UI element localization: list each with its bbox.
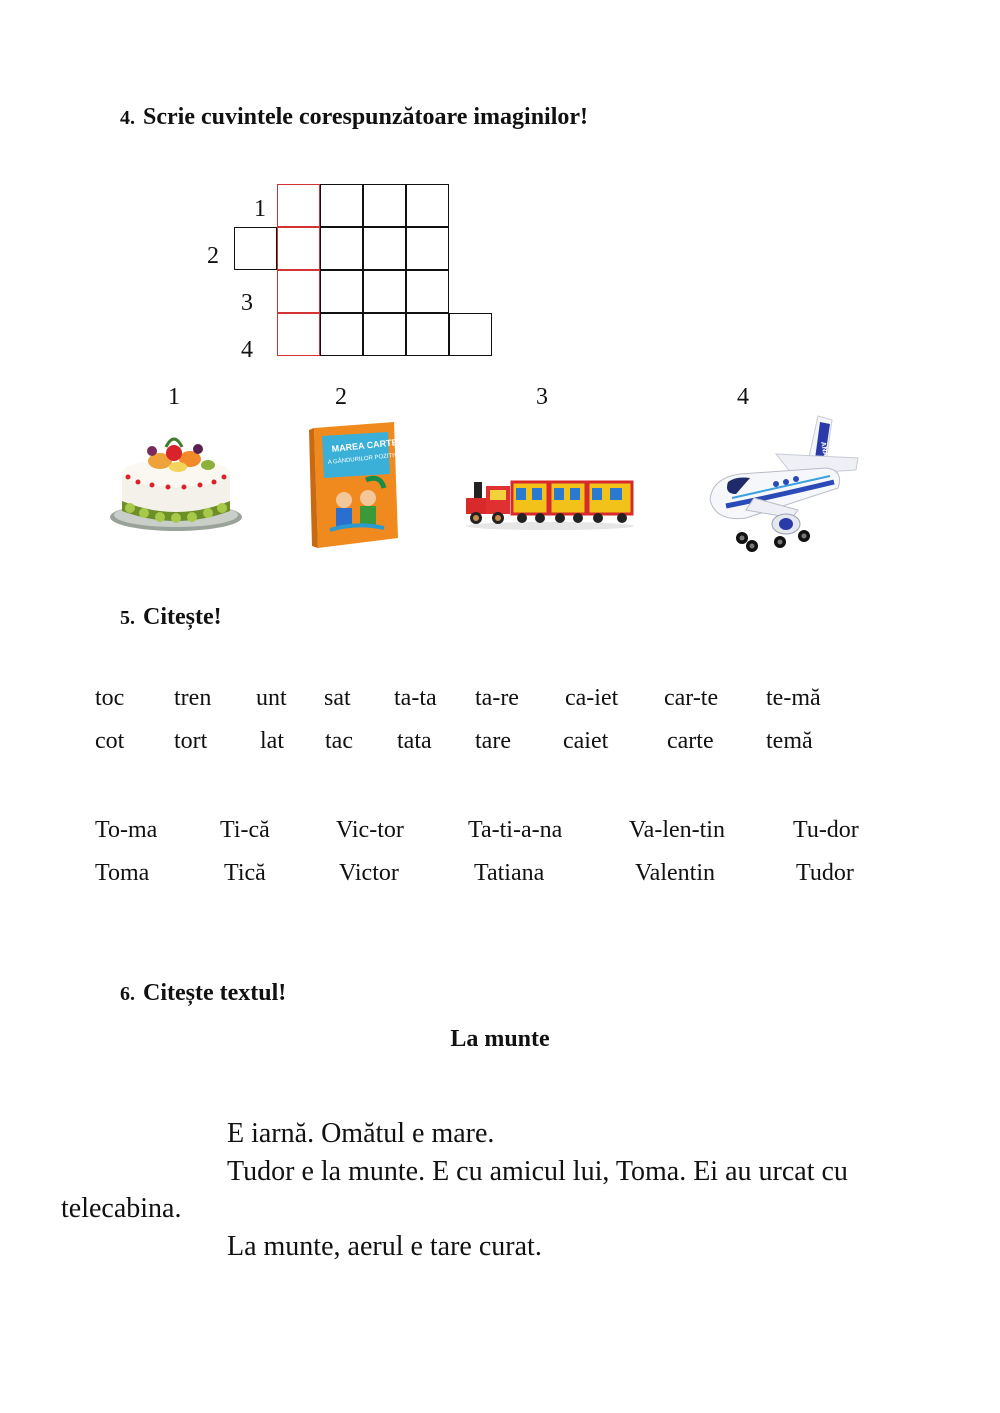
word-item: lat <box>260 728 284 754</box>
crossword-cell[interactable] <box>406 227 449 270</box>
word-item: cot <box>95 728 125 754</box>
exercise-5-heading <box>120 604 222 631</box>
word-item: Victor <box>339 860 399 886</box>
airplane-image <box>706 414 862 554</box>
text-line: telecabina. <box>61 1193 182 1224</box>
crossword-cell[interactable] <box>363 313 406 356</box>
picture-label-3: 3 <box>536 384 548 410</box>
word-item: Tică <box>224 860 266 886</box>
text-line: Tudor e la munte. E cu amicul lui, Toma. Ei au urcat cu <box>227 1156 848 1187</box>
text-line: E iarnă. Omătul e mare. <box>227 1118 495 1149</box>
row-label-3: 3 <box>241 290 253 316</box>
word-item: Valentin <box>635 860 715 886</box>
word-item: ca-iet <box>565 685 619 711</box>
row-label-4: 4 <box>241 337 253 363</box>
crossword-cell[interactable] <box>363 227 406 270</box>
crossword-cell[interactable] <box>277 184 320 227</box>
word-item: Tatiana <box>474 860 545 886</box>
word-item: tac <box>325 728 353 754</box>
exercise-number: 6. <box>120 983 135 1005</box>
book-title-line-2: A GÂNDURILOR POZITIVE <box>327 452 403 466</box>
word-item: tare <box>475 728 511 754</box>
exercise-instruction: Citește! <box>143 604 222 630</box>
exercise-6-heading <box>120 980 286 1007</box>
row-label-1: 1 <box>254 196 266 222</box>
word-item: ta-ta <box>394 685 437 711</box>
exercise-number: 4. <box>120 107 135 129</box>
crossword-cell[interactable] <box>320 313 363 356</box>
crossword-cell[interactable] <box>363 184 406 227</box>
picture-label-2: 2 <box>335 384 347 410</box>
train-image <box>464 470 636 530</box>
crossword-cell[interactable] <box>406 313 449 356</box>
word-item: Tudor <box>796 860 854 886</box>
word-item: Ti-că <box>220 817 270 843</box>
crossword-cell[interactable] <box>320 270 363 313</box>
crossword-cell[interactable] <box>234 227 277 270</box>
exercise-4-heading <box>120 104 588 131</box>
exercise-instruction: Scrie cuvintele corespunzătoare imaginilor! <box>143 104 589 130</box>
word-item: To-ma <box>95 817 158 843</box>
word-item: Vic-tor <box>336 817 404 843</box>
exercise-instruction: Citește textul! <box>143 980 287 1006</box>
crossword-cell[interactable] <box>449 313 492 356</box>
airplane-tail-text: ANA <box>819 441 829 458</box>
picture-label-4: 4 <box>737 384 749 410</box>
word-item: te-mă <box>766 685 821 711</box>
word-item: Tu-dor <box>793 817 859 843</box>
cake-image <box>108 425 244 535</box>
word-item: Ta-ti-a-na <box>468 817 563 843</box>
crossword-cell[interactable] <box>277 270 320 313</box>
word-item: caiet <box>563 728 609 754</box>
crossword-cell[interactable] <box>320 227 363 270</box>
word-item: car-te <box>664 685 719 711</box>
word-item: ta-re <box>475 685 519 711</box>
crossword-cell[interactable] <box>277 313 320 356</box>
picture-label-1: 1 <box>168 384 180 410</box>
book-title-line-1: MAREA CARTE <box>331 437 399 454</box>
row-label-2: 2 <box>207 243 219 269</box>
word-item: unt <box>256 685 287 711</box>
exercise-number: 5. <box>120 607 135 629</box>
text-title: La munte <box>450 1026 550 1052</box>
word-item: carte <box>667 728 714 754</box>
word-item: tren <box>174 685 212 711</box>
book-image <box>308 418 404 552</box>
word-item: toc <box>95 685 125 711</box>
word-item: temă <box>766 728 813 754</box>
text-line: La munte, aerul e tare curat. <box>227 1231 542 1262</box>
word-item: tata <box>397 728 432 754</box>
word-item: tort <box>174 728 208 754</box>
word-item: Toma <box>95 860 150 886</box>
word-item: sat <box>324 685 351 711</box>
crossword-cell[interactable] <box>406 184 449 227</box>
crossword-cell[interactable] <box>406 270 449 313</box>
crossword-cell[interactable] <box>320 184 363 227</box>
word-item: Va-len-tin <box>629 817 725 843</box>
crossword-cell[interactable] <box>363 270 406 313</box>
crossword-cell[interactable] <box>277 227 320 270</box>
